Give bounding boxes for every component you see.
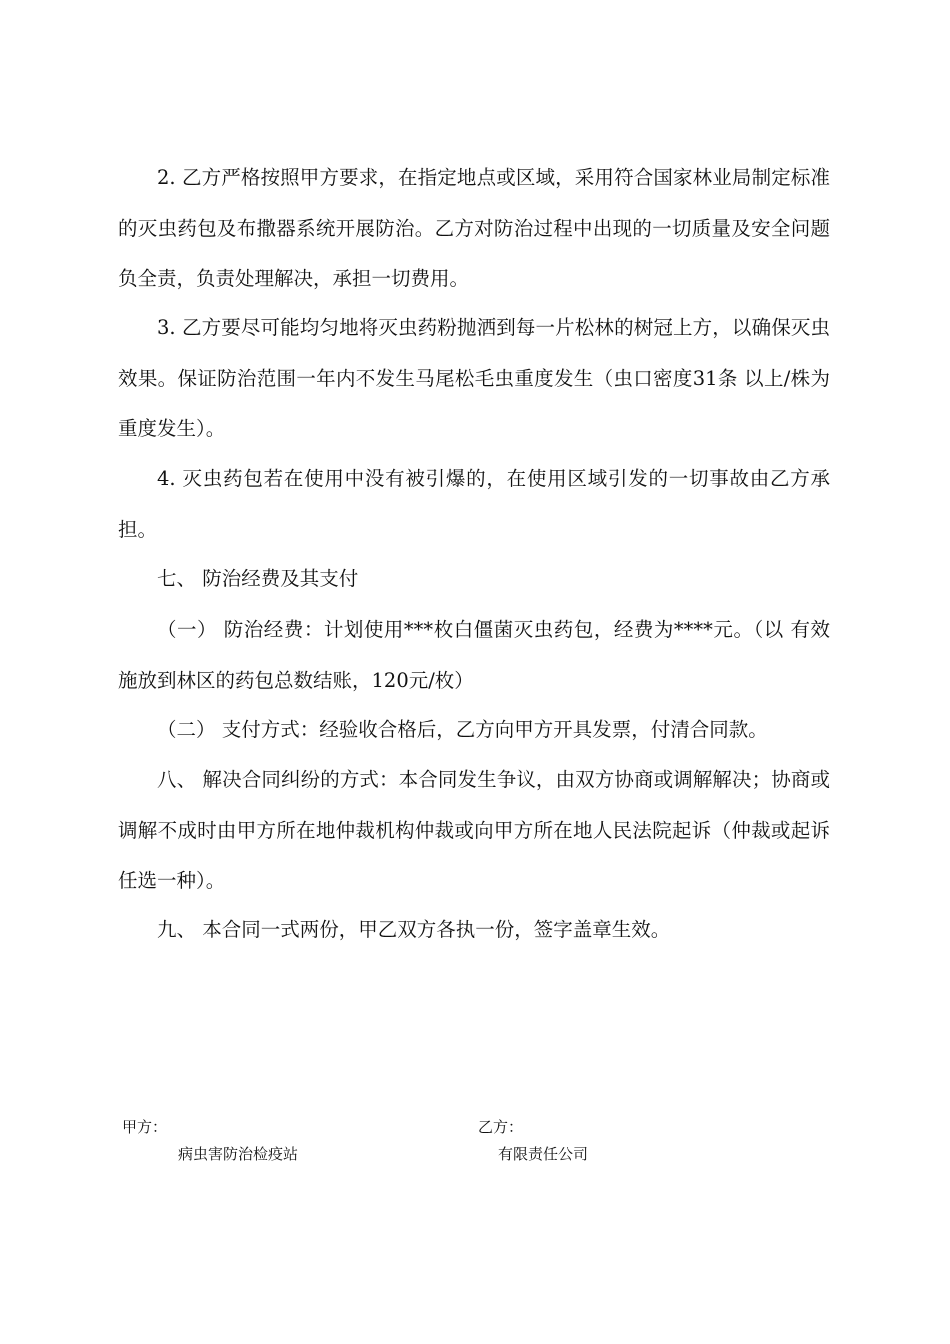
party-b-name: 有限责任公司 xyxy=(498,1145,589,1163)
payment-paragraph: （二） 支付方式：经验收合格后，乙方向甲方开具发票，付清合同款。 xyxy=(157,718,768,741)
party-a-label: 甲方： xyxy=(122,1118,168,1136)
clause-4-paragraph: 4. 灭虫药包若在使用中没有被引爆的，在使用区域引发的一切事故由乙方承担。 xyxy=(118,467,830,541)
section-8-paragraph: 八、 解决合同纠纷的方式：本合同发生争议，由双方协商或调解解决；协商或调解不成时由甲方所在地仲裁机构仲裁或向甲方所在地人民法院起诉（仲裁或起诉任选一种）。 xyxy=(118,768,830,892)
section-7-heading: 七、 防治经费及其支付 xyxy=(157,567,359,590)
fee-paragraph: （一） 防治经费：计划使用***枚白僵菌灭虫药包，经费为****元。（以 有效施放到林区的药包总数结账，120元/枚） xyxy=(118,618,830,692)
clause-3-paragraph: 3. 乙方要尽可能均匀地将灭虫药粉抛洒到每一片松林的树冠上方，以确保灭虫效果。保证防治范围一年内不发生马尾松毛虫重度发生（虫口密度31条 以上/株为重度发生）。 xyxy=(118,316,830,440)
clause-2-paragraph: 2. 乙方严格按照甲方要求，在指定地点或区域，采用符合国家林业局制定标准的灭虫药包及布撒器系统开展防治。乙方对防治过程中出现的一切质量及安全问题负全责，负责处理解决，承担一切费用。 xyxy=(118,166,830,290)
party-a-name: 病虫害防治检疫站 xyxy=(178,1145,299,1163)
party-b-label: 乙方： xyxy=(478,1118,524,1136)
section-9-paragraph: 九、 本合同一式两份，甲乙双方各执一份，签字盖章生效。 xyxy=(157,918,671,941)
